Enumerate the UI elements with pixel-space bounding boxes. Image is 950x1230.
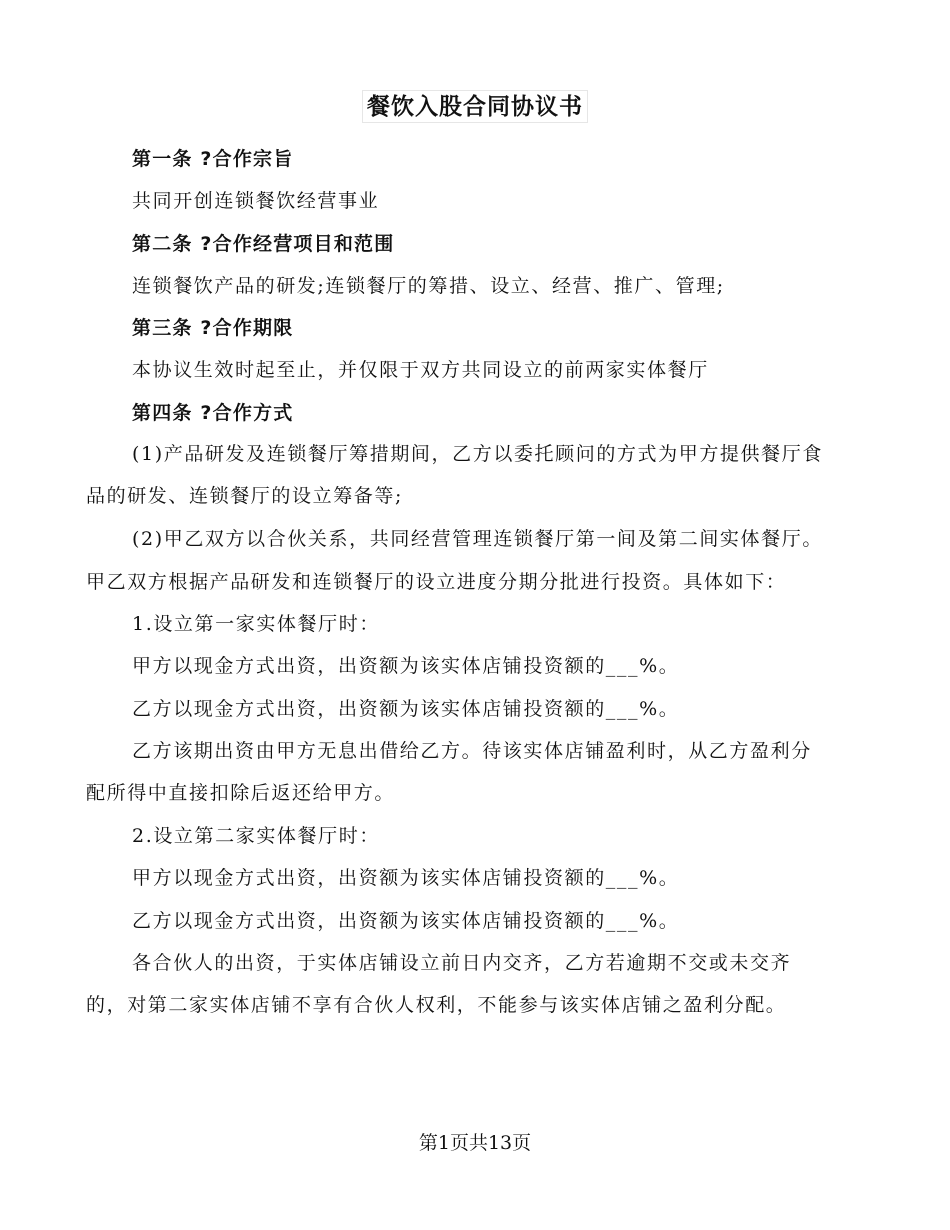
paragraph-line: 乙方以现金方式出资，出资额为该实体店铺投资额的___%。 — [132, 698, 680, 720]
paragraph-line: (1)产品研发及连锁餐厅筹措期间，乙方以委托顾问的方式为甲方提供餐厅食 — [132, 443, 823, 465]
article-1-text: 共同开创连锁餐饮经营事业 — [132, 190, 380, 212]
article-3-text: 本协议生效时起至止，并仅限于双方共同设立的前两家实体餐厅 — [132, 359, 709, 381]
paragraph-line: 甲乙双方根据产品研发和连锁餐厅的设立进度分期分批进行投资。具体如下： — [86, 571, 787, 593]
document-title: 餐饮入股合同协议书 — [0, 88, 950, 121]
article-4-heading: 第四条 ?合作方式 — [132, 402, 294, 424]
paragraph-line: 品的研发、连锁餐厅的设立筹备等; — [86, 485, 404, 507]
paragraph-line: 乙方该期出资由甲方无息出借给乙方。待该实体店铺盈利时，从乙方盈利分 — [132, 740, 812, 762]
paragraph-line: 各合伙人的出资，于实体店铺设立前日内交齐，乙方若逾期不交或未交齐 — [132, 952, 792, 974]
paragraph-line: 甲方以现金方式出资，出资额为该实体店铺投资额的___%。 — [132, 867, 680, 889]
paragraph-line: 2.设立第二家实体餐厅时： — [132, 825, 380, 847]
paragraph-line: 1.设立第一家实体餐厅时： — [132, 613, 380, 635]
article-2-text: 连锁餐饮产品的研发;连锁餐厅的筹措、设立、经营、推广、管理; — [132, 275, 725, 297]
paragraph-line: 的，对第二家实体店铺不享有合伙人权利，不能参与该实体店铺之盈利分配。 — [86, 994, 787, 1016]
page-number: 第1页共13页 — [418, 1132, 532, 1154]
paragraph-line: 乙方以现金方式出资，出资额为该实体店铺投资额的___%。 — [132, 910, 680, 932]
article-1-heading: 第一条 ?合作宗旨 — [132, 148, 294, 170]
paragraph-line: 配所得中直接扣除后返还给甲方。 — [86, 782, 396, 804]
paragraph-line: 甲方以现金方式出资，出资额为该实体店铺投资额的___%。 — [132, 655, 680, 677]
article-2-heading: 第二条 ?合作经营项目和范围 — [132, 233, 395, 255]
paragraph-line: (2)甲乙双方以合伙关系，共同经营管理连锁餐厅第一间及第二间实体餐厅。 — [132, 528, 823, 550]
article-3-heading: 第三条 ?合作期限 — [132, 317, 294, 339]
